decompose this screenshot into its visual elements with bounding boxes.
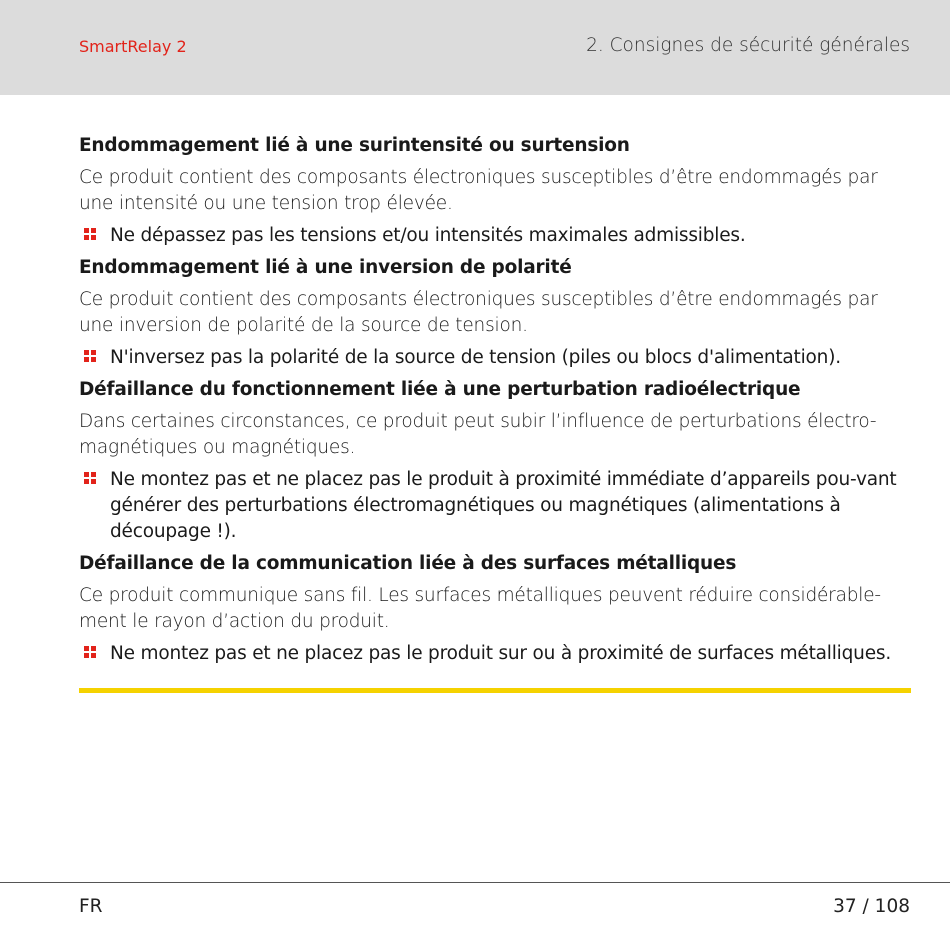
section-text: Ce produit contient des composants électroniques susceptibles d’être endommagés par une intensité ou une tension trop élevée. <box>79 167 878 214</box>
bullet-squares-icon <box>84 350 97 363</box>
section-text: Ce produit communique sans fil. Les surfaces métalliques peuvent réduire considérable-ment le rayon d’action du produit. <box>79 585 881 632</box>
instruction-item <box>79 345 911 371</box>
instruction-text: Ne montez pas et ne placez pas le produit à proximité immédiate d’appareils pou-vant générer des perturbations électromagnétiques ou magnétiques (alimentations à découpage !). <box>110 469 897 542</box>
bullet-squares-icon <box>84 646 97 659</box>
instruction-text: N'inversez pas la polarité de la source de tension (piles ou blocs d'alimentation). <box>110 347 841 368</box>
section-polarity <box>79 255 911 371</box>
language-code: FR <box>79 896 103 917</box>
section-text: Ce produit contient des composants électroniques susceptibles d’être endommagés par une inversion de polarité de la source de tension. <box>79 289 878 336</box>
chapter-title: 2. Consignes de sécurité générales <box>586 35 910 56</box>
page-number: 37 / 108 <box>833 896 910 917</box>
section-title: Défaillance du fonctionnement liée à une perturbation radioélectrique <box>79 379 801 400</box>
instruction-item <box>79 641 911 667</box>
instruction-text: Ne montez pas et ne placez pas le produit sur ou à proximité de surfaces métalliques. <box>110 643 891 664</box>
instruction-item <box>79 223 911 249</box>
instruction-text: Ne dépassez pas les tensions et/ou intensités maximales admissibles. <box>110 225 746 246</box>
section-title: Endommagement lié à une inversion de polarité <box>79 257 572 278</box>
bullet-squares-icon <box>84 472 97 485</box>
safety-content <box>79 133 911 673</box>
instruction-item <box>79 467 911 545</box>
page-header <box>0 0 950 95</box>
footer-divider <box>0 882 950 883</box>
section-overcurrent <box>79 133 911 249</box>
section-metal-surfaces <box>79 551 911 667</box>
section-title: Défaillance de la communication liée à des surfaces métalliques <box>79 553 737 574</box>
brand-name: SmartRelay 2 <box>79 37 187 56</box>
section-title: Endommagement lié à une surintensité ou surtension <box>79 135 630 156</box>
yellow-divider <box>79 688 911 693</box>
section-text: Dans certaines circonstances, ce produit peut subir l’influence de perturbations électro-magnétiques ou magnétiques. <box>79 411 877 458</box>
section-radio-interference <box>79 377 911 545</box>
bullet-squares-icon <box>84 228 97 241</box>
